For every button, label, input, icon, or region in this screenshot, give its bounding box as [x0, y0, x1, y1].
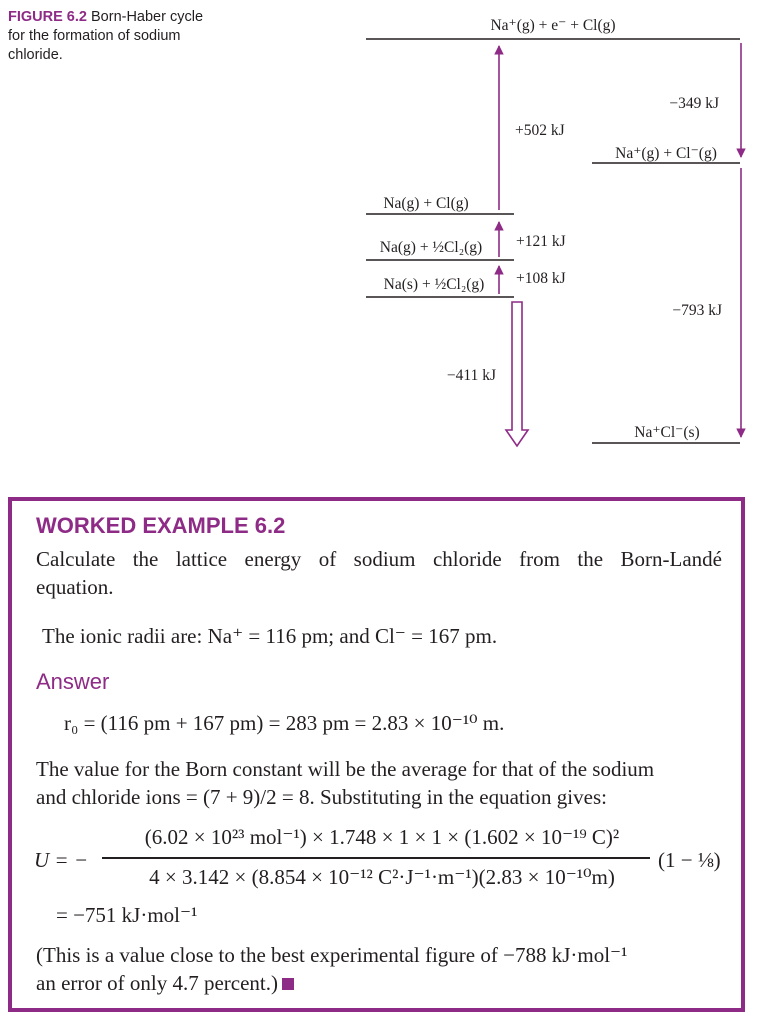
label-top: Na⁺(g) + e⁻ + Cl(g) — [490, 17, 616, 34]
born-line-1: The value for the Born constant will be the average for that of the sodium — [36, 757, 655, 781]
r0-equation: r₀ = (116 pm + 167 pm) = 283 pm = 2.83 × 10⁻¹⁰ m. — [64, 711, 505, 735]
energy-ionization: +502 kJ — [515, 122, 565, 139]
conclusion-text — [36, 941, 722, 997]
conclusion-line-2: an error of only 4.7 percent.) — [36, 971, 278, 995]
equation-u-symbol: U = − — [34, 848, 89, 872]
arrow-formation — [506, 302, 528, 446]
equation-denominator: 4 × 3.142 × (8.854 × 10⁻¹² C²·J⁻¹·m⁻¹)(2.83 × 10⁻¹⁰m) — [149, 865, 615, 889]
label-product: Na⁺Cl⁻(s) — [634, 424, 700, 441]
end-of-example-icon — [282, 978, 294, 990]
worked-example-title: WORKED EXAMPLE 6.2 — [36, 513, 286, 538]
energy-formation: −411 kJ — [446, 367, 496, 384]
equation-factor: (1 − ⅛) — [658, 848, 721, 872]
label-ion-pair: Na⁺(g) + Cl⁻(g) — [615, 145, 717, 162]
figure-label: FIGURE 6.2 — [8, 9, 87, 25]
worked-example-box — [8, 497, 745, 1012]
label-na-halfcl2: Na(g) + ½Cl₂(g) — [379, 239, 483, 256]
energy-lattice: −793 kJ — [672, 302, 722, 319]
question-line-2: equation. — [36, 575, 114, 599]
equation-result: = −751 kJ·mol⁻¹ — [56, 903, 198, 927]
label-na-cl: Na(g) + Cl(g) — [383, 195, 469, 212]
answer-heading: Answer — [36, 669, 110, 694]
born-line-2: and chloride ions = (7 + 9)/2 = 8. Substituting in the equation gives: — [36, 785, 607, 809]
born-haber-diagram — [0, 0, 762, 470]
question-text — [36, 545, 722, 601]
label-elements: Na(s) + ½Cl₂(g) — [383, 276, 485, 293]
ionic-radii-text: The ionic radii are: Na⁺ = 116 pm; and Cl⁻ = 167 pm. — [42, 624, 498, 648]
energy-dissociation: +121 kJ — [516, 233, 566, 250]
conclusion-line-1: (This is a value close to the best experimental figure of −788 kJ·mol⁻¹ — [36, 943, 628, 967]
energy-sublimation: +108 kJ — [516, 270, 566, 287]
conclusion-line-2-wrap — [36, 969, 722, 997]
caption-text-2: for the formation of sodium — [8, 28, 181, 44]
born-constant-text — [36, 755, 722, 811]
energy-electron-affinity: −349 kJ — [669, 95, 719, 112]
fraction-bar — [102, 857, 650, 859]
caption-text-1: Born-Haber cycle — [91, 9, 204, 25]
equation-numerator: (6.02 × 10²³ mol⁻¹) × 1.748 × 1 × 1 × (1.602 × 10⁻¹⁹ C)² — [144, 825, 620, 849]
question-line-1: Calculate the lattice energy of sodium chloride from the Born-Landé — [36, 547, 722, 571]
caption-text-3: chloride. — [8, 47, 63, 63]
